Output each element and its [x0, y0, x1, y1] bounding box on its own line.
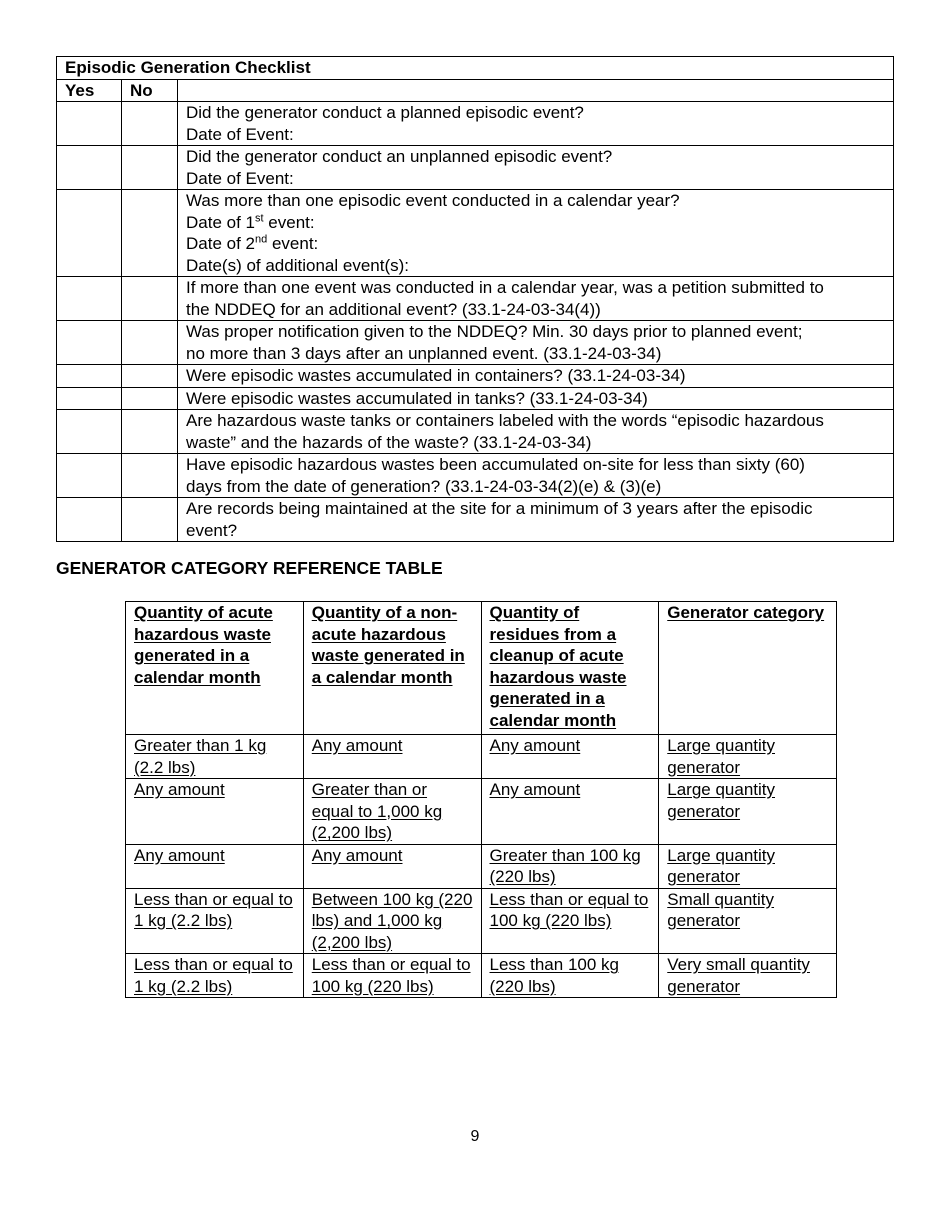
- reference-row: [126, 844, 837, 888]
- additional-events-date-label: Date(s) of additional event(s):: [186, 255, 409, 275]
- yes-cell[interactable]: [57, 321, 122, 365]
- question-cell: If more than one event was conducted in a calendar year, was a petition submitted to the NDDEQ for an additional event? (33.1-24-03-34(4)): [178, 277, 894, 321]
- no-cell[interactable]: [122, 365, 178, 388]
- table-cell: Greater than or equal to 1,000 kg (2,200 lbs): [303, 779, 481, 845]
- second-event-date-label: Date of 2nd event:: [186, 233, 319, 253]
- reference-row: [126, 779, 837, 845]
- table-cell: Any amount: [126, 844, 304, 888]
- table-cell: Less than or equal to 1 kg (2.2 lbs): [126, 888, 304, 954]
- yes-cell[interactable]: [57, 190, 122, 277]
- table-cell: Greater than 1 kg (2.2 lbs): [126, 735, 304, 779]
- header-generator-category: Generator category: [659, 602, 837, 735]
- yes-cell[interactable]: [57, 146, 122, 190]
- yes-cell[interactable]: [57, 410, 122, 454]
- no-cell[interactable]: [122, 277, 178, 321]
- no-cell[interactable]: [122, 387, 178, 410]
- question-cell: Was more than one episodic event conducted in a calendar year? Date of 1st event: Date of 2nd event: Date(s) of additional event(s):: [178, 190, 894, 277]
- question-cell: Were episodic wastes accumulated in tanks? (33.1-24-03-34): [178, 387, 894, 410]
- checklist-row: [57, 321, 894, 365]
- question-cell: Are records being maintained at the site for a minimum of 3 years after the episodic event?: [178, 498, 894, 542]
- no-cell[interactable]: [122, 410, 178, 454]
- no-cell[interactable]: [122, 190, 178, 277]
- checklist-row: [57, 410, 894, 454]
- no-cell[interactable]: [122, 498, 178, 542]
- header-residues-quantity: Quantity of residues from a cleanup of acute hazardous waste generated in a calendar month: [481, 602, 659, 735]
- checklist-title: Episodic Generation Checklist: [57, 57, 894, 80]
- column-header-question: [178, 79, 894, 102]
- yes-cell[interactable]: [57, 454, 122, 498]
- question-cell: Were episodic wastes accumulated in containers? (33.1-24-03-34): [178, 365, 894, 388]
- yes-cell[interactable]: [57, 387, 122, 410]
- table-cell: Greater than 100 kg (220 lbs): [481, 844, 659, 888]
- table-cell: Any amount: [481, 779, 659, 845]
- table-cell: Less than or equal to 100 kg (220 lbs): [481, 888, 659, 954]
- table-cell: Any amount: [303, 844, 481, 888]
- episodic-checklist-table: [56, 56, 894, 542]
- reference-header-row: [126, 602, 837, 735]
- yes-cell[interactable]: [57, 365, 122, 388]
- reference-row: [126, 735, 837, 779]
- checklist-row: [57, 498, 894, 542]
- no-cell[interactable]: [122, 102, 178, 146]
- table-cell: Large quantity generator: [659, 779, 837, 845]
- checklist-row: [57, 102, 894, 146]
- question-cell: Have episodic hazardous wastes been accumulated on-site for less than sixty (60) days from the date of generation? (33.1-24-03-34(2)(e) & (3)(e): [178, 454, 894, 498]
- checklist-row: [57, 365, 894, 388]
- yes-cell[interactable]: [57, 498, 122, 542]
- page-number: 9: [470, 1128, 480, 1145]
- yes-cell[interactable]: [57, 277, 122, 321]
- table-cell: Large quantity generator: [659, 735, 837, 779]
- checklist-title-row: [57, 57, 894, 80]
- no-cell[interactable]: [122, 146, 178, 190]
- yes-cell[interactable]: [57, 102, 122, 146]
- header-non-acute-quantity: Quantity of a non-acute hazardous waste generated in a calendar month: [303, 602, 481, 735]
- table-cell: Large quantity generator: [659, 844, 837, 888]
- table-cell: Less than or equal to 100 kg (220 lbs): [303, 954, 481, 998]
- question-cell: Are hazardous waste tanks or containers labeled with the words “episodic hazardous waste” and the hazards of the waste? (33.1-24-03-34): [178, 410, 894, 454]
- checklist-row: [57, 454, 894, 498]
- checklist-row: [57, 277, 894, 321]
- reference-table-heading: GENERATOR CATEGORY REFERENCE TABLE: [56, 558, 443, 578]
- table-cell: Between 100 kg (220 lbs) and 1,000 kg (2,200 lbs): [303, 888, 481, 954]
- table-cell: Less than or equal to 1 kg (2.2 lbs): [126, 954, 304, 998]
- question-cell: Did the generator conduct an unplanned episodic event? Date of Event:: [178, 146, 894, 190]
- table-cell: Small quantity generator: [659, 888, 837, 954]
- reference-row: [126, 888, 837, 954]
- column-header-no: No: [122, 79, 178, 102]
- no-cell[interactable]: [122, 454, 178, 498]
- table-cell: Very small quantity generator: [659, 954, 837, 998]
- table-cell: Any amount: [481, 735, 659, 779]
- table-cell: Any amount: [303, 735, 481, 779]
- header-acute-quantity: Quantity of acute hazardous waste generated in a calendar month: [126, 602, 304, 735]
- no-cell[interactable]: [122, 321, 178, 365]
- table-cell: Less than 100 kg (220 lbs): [481, 954, 659, 998]
- checklist-row: [57, 190, 894, 277]
- reference-row: [126, 954, 837, 998]
- question-cell: Was proper notification given to the NDDEQ? Min. 30 days prior to planned event; no more than 3 days after an unplanned event. (33.1-24-03-34): [178, 321, 894, 365]
- checklist-row: [57, 146, 894, 190]
- first-event-date-label: Date of 1st event:: [186, 211, 315, 232]
- checklist-row: [57, 387, 894, 410]
- generator-category-table: [125, 601, 837, 998]
- question-cell: Did the generator conduct a planned episodic event? Date of Event:: [178, 102, 894, 146]
- checklist-header-row: [57, 79, 894, 102]
- table-cell: Any amount: [126, 779, 304, 845]
- column-header-yes: Yes: [57, 79, 122, 102]
